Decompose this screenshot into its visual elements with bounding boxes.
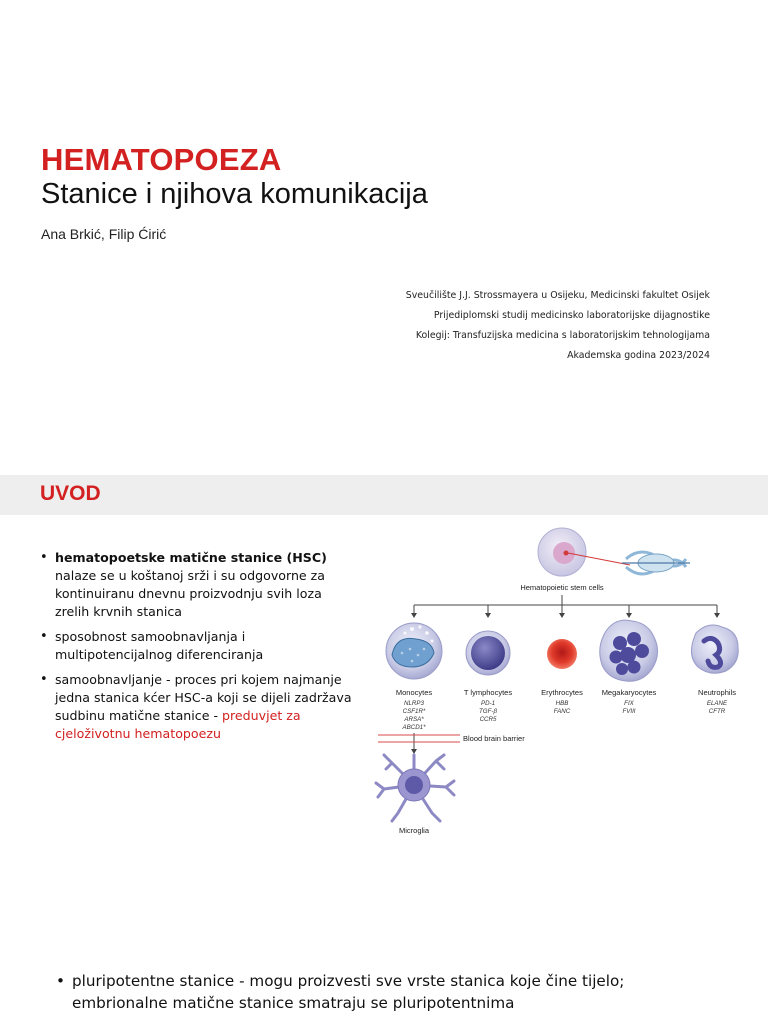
erythrocytes-label: Erythrocytes [541, 688, 583, 697]
title-slide [0, 0, 768, 432]
t-lymphocyte-illustration [466, 631, 510, 675]
gene-label: ABCD1* [402, 724, 426, 731]
bullet-dot: • [40, 550, 48, 565]
intro-slide [0, 475, 768, 907]
bullet-definition [40, 671, 358, 743]
bullet-hsc [40, 549, 358, 621]
bullet-self-renewal [40, 628, 358, 664]
bullet-hsc-bold: hematopoetske matične stanice (HSC) [55, 550, 327, 565]
pluripotent-slide [0, 952, 768, 1024]
monocytes-label: Monocytes [395, 688, 433, 697]
gene-label: CSF1R* [402, 708, 426, 715]
info-course: Kolegij: Transfuzijska medicina s laboratorijskim tehnologijama [415, 330, 710, 341]
info-university: Sveučilište J.J. Strossmayera u Osijeku, Medicinski fakultet Osijek [405, 290, 710, 301]
section-title: UVOD [40, 482, 101, 505]
bullet-list [40, 549, 358, 750]
pluripotent-bullet [56, 970, 712, 1014]
gene-label: ELANE [706, 700, 728, 707]
hsc-cell-illustration [538, 528, 630, 576]
microglia-label: Microglia [398, 826, 430, 835]
gene-label: ARSA* [404, 716, 424, 723]
info-study: Prijediplomski studij medicinsko laboratorijske dijagnostike [433, 310, 710, 321]
bullet-definition-text: samoobnavljanje - proces pri kojem najmanje jedna stanica kćer HSC-a koji se dijeli zadržava sudbinu matične stanice - [55, 672, 352, 723]
gene-label: FVIII [622, 708, 636, 715]
section-header-bar [0, 475, 768, 515]
neutrophil-illustration [691, 625, 738, 673]
presentation-subtitle: Stanice i njihova komunikacija [41, 178, 428, 210]
bbb-arrow [411, 733, 417, 754]
hematopoiesis-figure [372, 523, 764, 843]
erythrocyte-illustration [547, 639, 577, 669]
gene-label: FIX [624, 700, 634, 707]
bullet-definition-highlight: preduvjet za cjeloživotnu hematopoezu [55, 708, 301, 741]
bullet-self-renewal-text: sposobnost samoobnavljanja i multipotencijalnog diferenciranja [55, 629, 264, 662]
bbb-label: Blood brain barrier [463, 734, 525, 743]
lineage-tree-lines [414, 595, 717, 615]
gene-label: TGF-β [479, 708, 497, 715]
presentation-title: HEMATOPOEZA [41, 142, 282, 177]
megakaryocytes-label: Megakaryocytes [601, 688, 657, 697]
bullet-dot: • [56, 972, 65, 990]
info-year: Akademska godina 2023/2024 [567, 350, 710, 361]
t-lymphocytes-label: T lymphocytes [463, 688, 513, 697]
microglia-nucleus [405, 776, 423, 794]
gene-label: CFTR [708, 708, 726, 715]
gene-label: HBB [555, 700, 569, 707]
tree-arrowheads [411, 613, 720, 618]
gene-label: NLRP3 [404, 700, 424, 707]
pluripotent-text: pluripotentne stanice - mogu proizvesti sve vrste stanica koje čine tijelo; embrionalne matične stanice smatraju se pluripotentnima [72, 972, 625, 1012]
dna-illustration [622, 552, 690, 574]
bullet-dot: • [40, 672, 48, 687]
megakaryocyte-illustration [600, 620, 658, 681]
gene-label: PD-1 [480, 700, 496, 707]
hsc-label: Hematopoietic stem cells [520, 583, 604, 592]
monocyte-illustration [386, 623, 442, 679]
gene-label: FANC [553, 708, 571, 715]
gene-label: CCR5 [479, 716, 497, 723]
bullet-hsc-text: nalaze se u koštanoj srži i su odgovorne za kontinuiranu dnevnu proizvodnju svih loza zrelih krvnih stanica [55, 568, 326, 619]
blood-brain-barrier [378, 735, 460, 742]
neutrophils-label: Neutrophils [698, 688, 736, 697]
bullet-dot: • [40, 629, 48, 644]
authors: Ana Brkić, Filip Ćirić [41, 226, 167, 242]
institution-info [290, 286, 710, 366]
